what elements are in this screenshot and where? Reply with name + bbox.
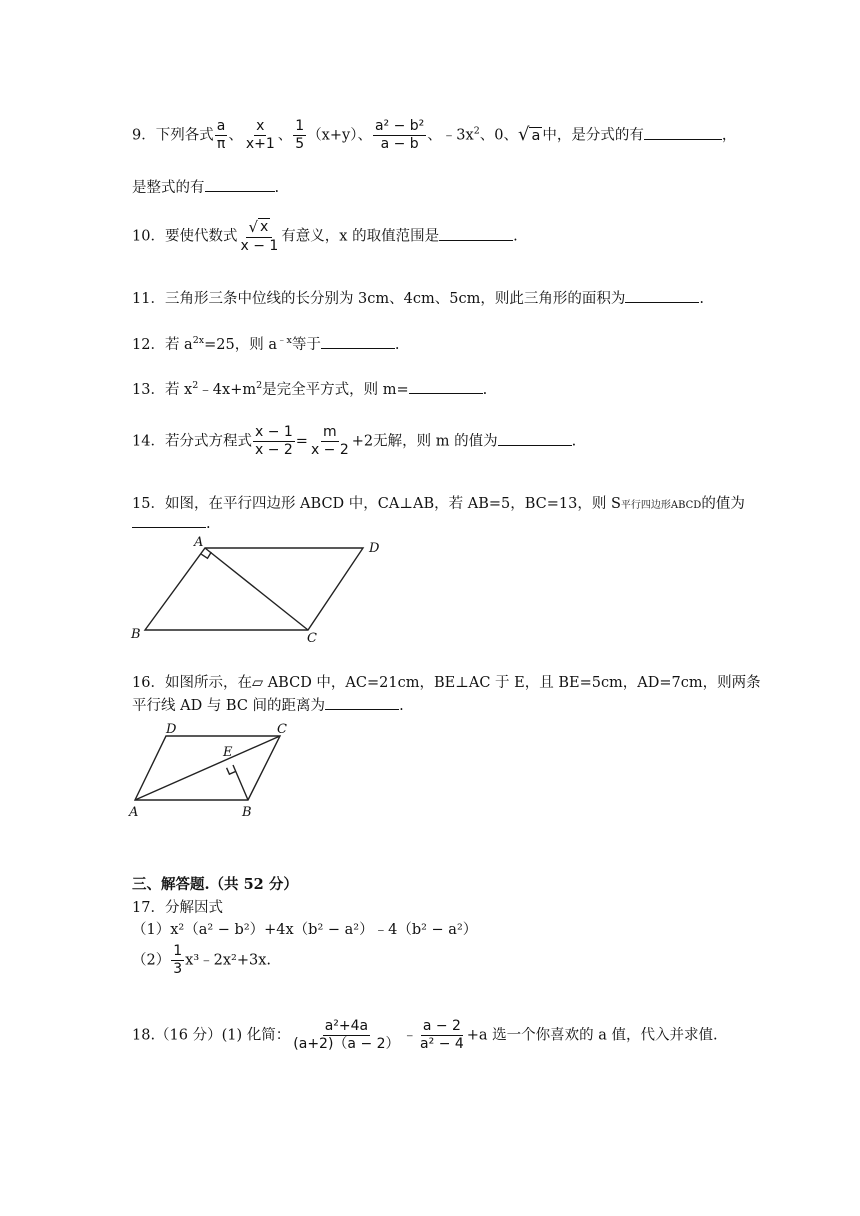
label-c: C bbox=[307, 631, 317, 646]
question-17-part-1: （1）x²（a² − b²）+4x（b² − a²）﹣4（b² − a²） bbox=[132, 922, 478, 938]
answer-blank[interactable] bbox=[132, 515, 206, 528]
diagonal-ac bbox=[205, 548, 308, 630]
fraction-a-2-over-a2-4: $\frac{a - 2}{\text{a² − 4}}$ bbox=[420, 1018, 464, 1052]
label-a: A bbox=[194, 535, 204, 550]
question-11: 11．三角形三条中位线的长分别为 3cm、4cm、5cm，则此三角形的面积为 . bbox=[132, 291, 704, 307]
answer-blank[interactable] bbox=[439, 228, 513, 241]
fraction-sqrt-x-over-x-1: √ x x − 1 bbox=[240, 218, 279, 254]
fraction-m-over-x-2: $\frac{m}{x - 2}$ bbox=[310, 424, 349, 458]
answer-blank[interactable] bbox=[325, 697, 399, 710]
fraction-a2-4a: $\frac{\text{a²+4a}}{(a+2)(a - 2)}$ bbox=[293, 1018, 400, 1052]
label-d: D bbox=[166, 722, 177, 737]
figure-15-parallelogram bbox=[125, 530, 395, 648]
label-d: D bbox=[369, 541, 380, 556]
fraction-a-over-pi: $\frac{a}{\pi}$ bbox=[216, 118, 226, 152]
figure-16-parallelogram bbox=[125, 718, 325, 822]
parallelogram-abcd bbox=[145, 548, 363, 630]
answer-blank[interactable] bbox=[205, 179, 275, 192]
question-18: 18.（16 分）(1) 化简： $\frac{\text{a²+4a}}{(a+2)(a - 2)}$ ﹣ $\frac{a - 2}{\text{a² − 4}}$ +a 选一个你喜欢的 a 值，代入并求值. bbox=[132, 1018, 718, 1052]
label-b: B bbox=[131, 627, 141, 642]
sqrt-x: √ x bbox=[248, 218, 269, 236]
fraction-one-fifth: $\frac{1}{5}$ bbox=[295, 118, 305, 152]
q9-prefix: 9．下列各式 bbox=[132, 127, 214, 144]
question-17-part-2: （2） $\frac{1}{3}$ x³﹣2x²+3x. bbox=[132, 943, 272, 977]
question-15-line1: 15．如图，在平行四边形 ABCD 中，CA⊥AB，若 AB=5，BC=13，则 S平行四边形ABCD的值为 bbox=[132, 496, 745, 512]
diagonal-ac bbox=[135, 736, 280, 800]
fraction-a2-b2-over-a-b: $\frac{\text{a² − b²}}{a - b}$ bbox=[374, 118, 425, 152]
fraction-one-third: $\frac{1}{3}$ bbox=[173, 943, 183, 977]
perpendicular-be bbox=[233, 765, 248, 800]
label-c: C bbox=[277, 722, 287, 737]
answer-blank[interactable] bbox=[409, 381, 483, 394]
fraction-x-1-over-x-2: $\frac{x - 1}{x - 2}$ bbox=[254, 424, 293, 458]
question-9-line2: 是整式的有 . bbox=[132, 180, 280, 196]
question-15-line2: . bbox=[132, 515, 211, 532]
question-14: 14．若分式方程式 $\frac{x - 1}{x - 2}$ = $\frac{m}{x - 2}$ +2无解，则 m 的值为 . bbox=[132, 424, 577, 458]
sqrt-a: √ a bbox=[517, 123, 541, 145]
label-a: A bbox=[129, 805, 139, 820]
answer-blank[interactable] bbox=[625, 290, 699, 303]
answer-blank[interactable] bbox=[644, 127, 722, 140]
question-13: 13．若 $x^2﹣4x+m^2$是完全平方式，则 m= . bbox=[132, 380, 488, 398]
label-b: B bbox=[242, 805, 252, 820]
question-16-line2: 平行线 AD 与 BC 间的距离为 . bbox=[132, 698, 404, 714]
answer-blank[interactable] bbox=[498, 433, 572, 446]
question-12: 12．若 $a^{2x}=25$，则 $a^{﹣x}$等于 . bbox=[132, 335, 400, 353]
label-e: E bbox=[223, 745, 233, 760]
fraction-x-over-x-plus-1: $\frac{x}{x+1}$ bbox=[245, 118, 275, 152]
question-9-line1: 9．下列各式 $\frac{a}{\pi}$ 、 $\frac{x}{x+1}$ 、 $\frac{1}{5}$ （x+y）、 $\frac{\text{a² − b²}}{a - b}$ 、$﹣3x^2$、0、 √ a 中，是分式的有 ， bbox=[132, 118, 737, 152]
question-10: 10．要使代数式 √ x x − 1 有意义，x 的取值范围是 . bbox=[132, 218, 518, 254]
section-3-heading: 三、解答题.（共 52 分） bbox=[132, 876, 298, 893]
question-17-title: 17．分解因式 bbox=[132, 900, 223, 916]
right-angle-mark bbox=[201, 552, 211, 558]
question-16-line1: 16．如图所示，在▱ ABCD 中，AC=21cm，BE⊥AC 于 E，且 BE=5cm，AD=7cm，则两条 bbox=[132, 675, 761, 691]
answer-blank[interactable] bbox=[321, 336, 395, 349]
